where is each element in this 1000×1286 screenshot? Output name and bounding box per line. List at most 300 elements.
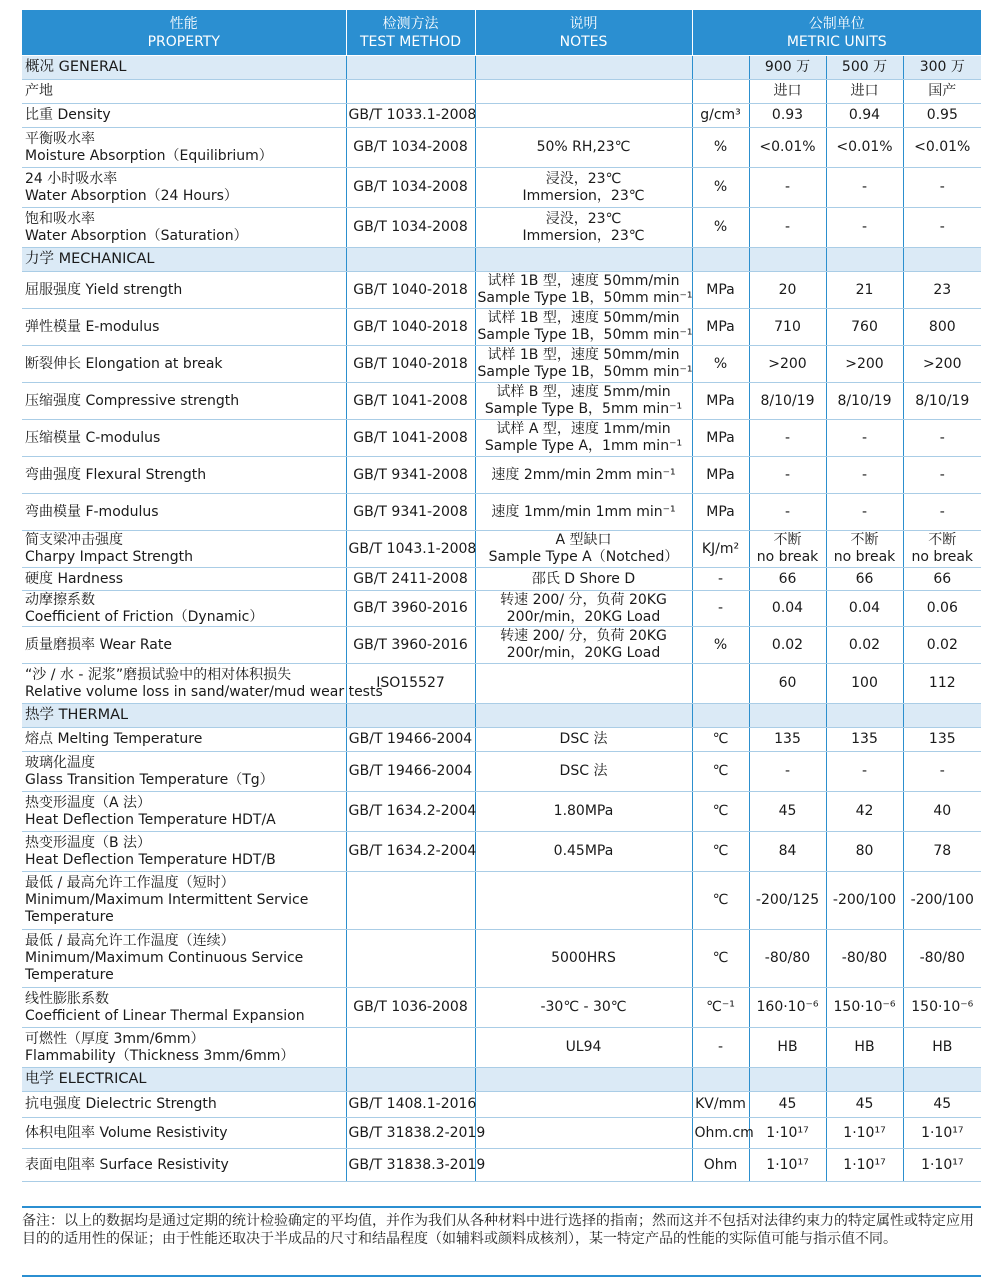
value: 0.02 bbox=[826, 627, 903, 664]
value: >200 bbox=[826, 346, 903, 383]
test-method: GB/T 31838.2-2019 bbox=[346, 1118, 475, 1149]
property-name bbox=[22, 346, 346, 383]
value: 60 bbox=[749, 664, 826, 704]
notes bbox=[475, 494, 692, 531]
table-row bbox=[22, 346, 981, 383]
cell-line: 可燃性（厚度 3mm/6mm） bbox=[25, 1030, 205, 1047]
value: 66 bbox=[826, 568, 903, 591]
value: - bbox=[903, 168, 981, 208]
test-method: GB/T 1033.1-2008 bbox=[346, 104, 475, 128]
value: 0.04 bbox=[749, 591, 826, 627]
notes bbox=[475, 872, 692, 930]
unit: % bbox=[692, 627, 749, 664]
header-test-method: 检测方法 TEST METHOD bbox=[346, 10, 475, 56]
value: 0.02 bbox=[903, 627, 981, 664]
section-filler bbox=[475, 1068, 692, 1092]
section-filler bbox=[346, 1068, 475, 1092]
table-header bbox=[22, 10, 981, 56]
test-method: GB/T 1041-2008 bbox=[346, 383, 475, 420]
table-row bbox=[22, 272, 981, 309]
cell-line: Moisture Absorption（Equilibrium） bbox=[25, 147, 273, 164]
value: 8/10/19 bbox=[903, 383, 981, 420]
property-name bbox=[22, 728, 346, 752]
cell-line: 屈服强度 Yield strength bbox=[25, 281, 183, 298]
test-method: GB/T 1034-2008 bbox=[346, 168, 475, 208]
section-title: 热学 THERMAL bbox=[22, 704, 346, 728]
section-filler bbox=[346, 56, 475, 80]
notes bbox=[475, 531, 692, 568]
value: 不断 no break bbox=[826, 531, 903, 568]
table-row bbox=[22, 457, 981, 494]
value: 40 bbox=[903, 792, 981, 832]
notes bbox=[475, 752, 692, 792]
notes bbox=[475, 104, 692, 128]
unit: MPa bbox=[692, 420, 749, 457]
test-method: GB/T 1034-2008 bbox=[346, 208, 475, 248]
cell-line: 弯曲模量 F-modulus bbox=[25, 503, 159, 520]
value: 0.95 bbox=[903, 104, 981, 128]
cell-line: 试样 B 型，速度 5mm/min bbox=[496, 384, 671, 400]
section-filler bbox=[692, 1068, 749, 1092]
unit: % bbox=[692, 168, 749, 208]
footnote: 备注：以上的数据均是通过定期的统计检验确定的平均值，并作为我们从各种材料中进行选择的指南；然而这并不包括对法律约束力的特定属性或特定应用目的的适用性的保证；由于性能还取决于半成品的尺寸和结晶程度（如辅料或颜料成核剂），某一特定产品的性能的实际值可能与指示值不同。 bbox=[22, 1213, 974, 1247]
unit: ℃⁻¹ bbox=[692, 988, 749, 1028]
test-method: GB/T 19466-2004 bbox=[346, 728, 475, 752]
section-row bbox=[22, 704, 981, 728]
property-name bbox=[22, 208, 346, 248]
value: - bbox=[903, 494, 981, 531]
value: 1·10¹⁷ bbox=[903, 1149, 981, 1182]
cell-line: 50% RH,23℃ bbox=[536, 139, 631, 155]
table-row bbox=[22, 752, 981, 792]
value: - bbox=[903, 752, 981, 792]
cell-line: “沙 / 水 - 泥浆”磨损试验中的相对体积损失 bbox=[25, 666, 292, 683]
value: 78 bbox=[903, 832, 981, 872]
cell-line: 弹性模量 E-modulus bbox=[25, 318, 160, 335]
notes bbox=[475, 664, 692, 704]
value: 1·10¹⁷ bbox=[826, 1118, 903, 1149]
unit: KJ/m² bbox=[692, 531, 749, 568]
notes bbox=[475, 272, 692, 309]
value: 0.02 bbox=[749, 627, 826, 664]
property-name bbox=[22, 1118, 346, 1149]
unit: ℃ bbox=[692, 872, 749, 930]
property-name bbox=[22, 383, 346, 420]
property-name bbox=[22, 128, 346, 168]
cell-line: Relative volume loss in sand/water/mud wear tests bbox=[25, 683, 383, 700]
value: - bbox=[749, 420, 826, 457]
cell-line: 试样 A 型，速度 1mm/min bbox=[496, 421, 671, 437]
test-method: GB/T 1040-2018 bbox=[346, 272, 475, 309]
section-row bbox=[22, 1068, 981, 1092]
value: 135 bbox=[903, 728, 981, 752]
grade-header: 300 万 bbox=[903, 56, 981, 80]
test-method: GB/T 1041-2008 bbox=[346, 420, 475, 457]
section-row bbox=[22, 248, 981, 272]
test-method bbox=[346, 872, 475, 930]
value: 45 bbox=[826, 1092, 903, 1118]
header-property: 性能 PROPERTY bbox=[22, 10, 346, 56]
section-filler bbox=[475, 248, 692, 272]
section-filler bbox=[475, 704, 692, 728]
notes bbox=[475, 627, 692, 664]
section-title: 概况 GENERAL bbox=[22, 56, 346, 80]
value: 135 bbox=[826, 728, 903, 752]
unit: % bbox=[692, 346, 749, 383]
cell-line: Sample Type B，5mm min⁻¹ bbox=[484, 401, 683, 417]
value: 1·10¹⁷ bbox=[749, 1149, 826, 1182]
cell-line: 最低 / 最高允许工作温度（短时） bbox=[25, 875, 235, 891]
value: <0.01% bbox=[749, 128, 826, 168]
cell-line: DSC 法 bbox=[559, 731, 608, 747]
section-filler bbox=[749, 704, 826, 728]
value: - bbox=[826, 168, 903, 208]
property-name bbox=[22, 272, 346, 309]
footnote-top-rule bbox=[22, 1206, 981, 1208]
cell-line: 压缩强度 Compressive strength bbox=[25, 392, 240, 409]
test-method: GB/T 3960-2016 bbox=[346, 591, 475, 627]
value: - bbox=[826, 420, 903, 457]
notes bbox=[475, 832, 692, 872]
cell-line: Immersion，23℃ bbox=[522, 187, 645, 204]
property-name bbox=[22, 627, 346, 664]
property-table bbox=[22, 10, 981, 1182]
table-row bbox=[22, 728, 981, 752]
section-filler bbox=[692, 248, 749, 272]
cell-line: 浸没，23℃ bbox=[545, 210, 622, 227]
cell-line: 速度 1mm/min 1mm min⁻¹ bbox=[491, 503, 676, 520]
section-filler bbox=[826, 1068, 903, 1092]
unit: % bbox=[692, 128, 749, 168]
value: HB bbox=[749, 1028, 826, 1068]
value: HB bbox=[826, 1028, 903, 1068]
unit: - bbox=[692, 591, 749, 627]
value: 66 bbox=[749, 568, 826, 591]
test-method: GB/T 19466-2004 bbox=[346, 752, 475, 792]
value: 84 bbox=[749, 832, 826, 872]
cell-line: Sample Type A（Notched） bbox=[488, 549, 679, 565]
value: 0.94 bbox=[826, 104, 903, 128]
notes bbox=[475, 1149, 692, 1182]
table-row bbox=[22, 168, 981, 208]
test-method: GB/T 9341-2008 bbox=[346, 494, 475, 531]
property-name bbox=[22, 752, 346, 792]
property-name bbox=[22, 792, 346, 832]
table-row bbox=[22, 930, 981, 988]
test-method: GB/T 2411-2008 bbox=[346, 568, 475, 591]
value: 23 bbox=[903, 272, 981, 309]
value: - bbox=[749, 208, 826, 248]
header-notes: 说明 NOTES bbox=[475, 10, 692, 56]
value: HB bbox=[903, 1028, 981, 1068]
unit: ℃ bbox=[692, 728, 749, 752]
cell-line: -30℃ - 30℃ bbox=[540, 999, 627, 1015]
value: 160·10⁻⁶ bbox=[749, 988, 826, 1028]
test-method: GB/T 9341-2008 bbox=[346, 457, 475, 494]
cell-line: 5000HRS bbox=[551, 950, 616, 966]
property-name bbox=[22, 664, 383, 704]
cell-line: Immersion，23℃ bbox=[522, 227, 645, 244]
value: 8/10/19 bbox=[749, 383, 826, 420]
grade-header: 500 万 bbox=[826, 56, 903, 80]
table-row bbox=[22, 627, 981, 664]
value: -80/80 bbox=[903, 930, 981, 988]
test-method: GB/T 1043.1-2008 bbox=[346, 531, 475, 568]
value: 1·10¹⁷ bbox=[749, 1118, 826, 1149]
cell-line: 饱和吸水率 bbox=[25, 210, 95, 227]
origin-value: 进口 bbox=[749, 80, 826, 104]
value: 0.93 bbox=[749, 104, 826, 128]
cell-line: 质量磨损率 Wear Rate bbox=[25, 636, 172, 653]
cell-line: Heat Deflection Temperature HDT/B bbox=[25, 851, 276, 868]
value: 1·10¹⁷ bbox=[826, 1149, 903, 1182]
value: 800 bbox=[903, 309, 981, 346]
unit: ℃ bbox=[692, 832, 749, 872]
value: -200/100 bbox=[826, 872, 903, 930]
value: 100 bbox=[826, 664, 903, 704]
notes bbox=[475, 309, 692, 346]
cell-line: 试样 1B 型，速度 50mm/min bbox=[487, 347, 680, 363]
value: - bbox=[826, 208, 903, 248]
cell-line: Water Absorption（24 Hours） bbox=[25, 187, 238, 204]
section-filler bbox=[903, 248, 981, 272]
value: 710 bbox=[749, 309, 826, 346]
table-row bbox=[22, 591, 981, 627]
cell-line: Water Absorption（Saturation） bbox=[25, 227, 248, 244]
value: 135 bbox=[749, 728, 826, 752]
value: - bbox=[903, 208, 981, 248]
property-name bbox=[22, 457, 346, 494]
property-name bbox=[22, 104, 346, 128]
value: 42 bbox=[826, 792, 903, 832]
test-method: ISO15527 bbox=[346, 664, 475, 704]
value: 80 bbox=[826, 832, 903, 872]
origin-filler bbox=[692, 80, 749, 104]
table-row bbox=[22, 420, 981, 457]
value: 0.04 bbox=[826, 591, 903, 627]
table-row bbox=[22, 1149, 981, 1182]
value: 150·10⁻⁶ bbox=[826, 988, 903, 1028]
notes bbox=[475, 988, 692, 1028]
table-row bbox=[22, 104, 981, 128]
property-name bbox=[22, 531, 346, 568]
property-name bbox=[22, 309, 346, 346]
cell-line: 速度 2mm/min 2mm min⁻¹ bbox=[491, 466, 676, 483]
value: >200 bbox=[749, 346, 826, 383]
origin-filler bbox=[475, 80, 692, 104]
header-metric-units: 公制单位 METRIC UNITS bbox=[692, 10, 981, 56]
value: >200 bbox=[903, 346, 981, 383]
unit bbox=[692, 664, 749, 704]
value: -200/125 bbox=[749, 872, 826, 930]
table-row bbox=[22, 531, 981, 568]
cell-line: 转速 200/ 分，负荷 20KG bbox=[500, 591, 667, 608]
table-body bbox=[22, 56, 981, 1182]
cell-line: Sample Type 1B，50mm min⁻¹ bbox=[477, 364, 693, 380]
cell-line: Minimum/Maximum Intermittent Service bbox=[25, 892, 309, 908]
table-row bbox=[22, 128, 981, 168]
test-method: GB/T 1408.1-2016 bbox=[346, 1092, 475, 1118]
cell-line: 玻璃化温度 bbox=[25, 754, 95, 771]
cell-line: UL94 bbox=[565, 1039, 602, 1055]
origin-value: 国产 bbox=[903, 80, 981, 104]
notes bbox=[475, 128, 692, 168]
test-method: GB/T 1634.2-2004 bbox=[346, 832, 475, 872]
cell-line: 熔点 Melting Temperature bbox=[25, 731, 203, 747]
cell-line: Sample Type A，1mm min⁻¹ bbox=[484, 438, 683, 454]
value: -200/100 bbox=[903, 872, 981, 930]
section-filler bbox=[475, 56, 692, 80]
cell-line: Flammability（Thickness 3mm/6mm） bbox=[25, 1047, 295, 1064]
test-method: GB/T 31838.3-2019 bbox=[346, 1149, 475, 1182]
test-method: GB/T 3960-2016 bbox=[346, 627, 475, 664]
value: - bbox=[749, 752, 826, 792]
unit: MPa bbox=[692, 457, 749, 494]
property-name bbox=[22, 930, 346, 988]
cell-line: Temperature bbox=[25, 967, 114, 983]
cell-line: 断裂伸长 Elongation at break bbox=[25, 355, 223, 372]
cell-line: 弯曲强度 Flexural Strength bbox=[25, 466, 207, 483]
section-filler bbox=[826, 704, 903, 728]
cell-line: Heat Deflection Temperature HDT/A bbox=[25, 811, 276, 828]
section-title: 力学 MECHANICAL bbox=[22, 248, 346, 272]
test-method bbox=[346, 930, 475, 988]
notes bbox=[475, 420, 692, 457]
value: 45 bbox=[749, 792, 826, 832]
cell-line: 简支梁冲击强度 bbox=[25, 532, 123, 548]
value: - bbox=[903, 457, 981, 494]
cell-line: 硬度 Hardness bbox=[25, 570, 124, 587]
value: - bbox=[749, 494, 826, 531]
cell-line: Charpy Impact Strength bbox=[25, 549, 194, 565]
unit: MPa bbox=[692, 383, 749, 420]
notes bbox=[475, 1028, 692, 1068]
value: 20 bbox=[749, 272, 826, 309]
cell-line: 压缩模量 C-modulus bbox=[25, 429, 161, 446]
section-row bbox=[22, 56, 981, 80]
section-filler bbox=[346, 248, 475, 272]
cell-line: 0.45MPa bbox=[553, 843, 614, 859]
cell-line: 体积电阻率 Volume Resistivity bbox=[25, 1124, 228, 1141]
cell-line: 线性膨胀系数 bbox=[25, 990, 109, 1007]
table-row bbox=[22, 988, 981, 1028]
property-name bbox=[22, 1092, 346, 1118]
section-filler bbox=[692, 56, 749, 80]
test-method: GB/T 1040-2018 bbox=[346, 309, 475, 346]
property-name bbox=[22, 568, 346, 591]
section-filler bbox=[749, 248, 826, 272]
unit: MPa bbox=[692, 309, 749, 346]
value: 45 bbox=[903, 1092, 981, 1118]
test-method: GB/T 1036-2008 bbox=[346, 988, 475, 1028]
property-name bbox=[22, 420, 346, 457]
cell-line: 转速 200/ 分，负荷 20KG bbox=[500, 628, 667, 644]
cell-line: 浸没，23℃ bbox=[545, 170, 622, 187]
cell-line: 200r/min，20KG Load bbox=[506, 645, 661, 661]
section-filler bbox=[749, 1068, 826, 1092]
cell-line: 平衡吸水率 bbox=[25, 130, 95, 147]
cell-line: 表面电阻率 Surface Resistivity bbox=[25, 1156, 229, 1173]
test-method: GB/T 1634.2-2004 bbox=[346, 792, 475, 832]
origin-label: 产地 bbox=[22, 80, 346, 104]
table-row bbox=[22, 872, 981, 930]
notes bbox=[475, 457, 692, 494]
value: 45 bbox=[749, 1092, 826, 1118]
property-name bbox=[22, 1028, 346, 1068]
value: -80/80 bbox=[749, 930, 826, 988]
cell-line: Coefficient of Linear Thermal Expansion bbox=[25, 1007, 305, 1024]
value: 150·10⁻⁶ bbox=[903, 988, 981, 1028]
cell-line: Glass Transition Temperature（Tg） bbox=[25, 771, 274, 788]
unit: - bbox=[692, 568, 749, 591]
cell-line: Temperature bbox=[25, 909, 114, 925]
table-row bbox=[22, 664, 981, 704]
table-row bbox=[22, 383, 981, 420]
table-row bbox=[22, 494, 981, 531]
section-filler bbox=[692, 704, 749, 728]
cell-line: 热变形温度（A 法） bbox=[25, 794, 152, 811]
value: -80/80 bbox=[826, 930, 903, 988]
cell-line: 比重 Density bbox=[25, 107, 111, 123]
unit: ℃ bbox=[692, 792, 749, 832]
cell-line: 动摩擦系数 bbox=[25, 591, 95, 608]
property-name bbox=[22, 168, 346, 208]
cell-line: 试样 1B 型，速度 50mm/min bbox=[487, 273, 680, 289]
section-title: 电学 ELECTRICAL bbox=[22, 1068, 346, 1092]
notes bbox=[475, 383, 692, 420]
table-row bbox=[22, 1092, 981, 1118]
value: 112 bbox=[903, 664, 981, 704]
notes bbox=[475, 591, 692, 627]
notes bbox=[475, 346, 692, 383]
table-row bbox=[22, 792, 981, 832]
section-filler bbox=[346, 704, 475, 728]
property-name bbox=[22, 1149, 346, 1182]
value: <0.01% bbox=[903, 128, 981, 168]
test-method bbox=[346, 1028, 475, 1068]
value: 不断 no break bbox=[903, 531, 981, 568]
value: <0.01% bbox=[826, 128, 903, 168]
cell-line: Coefficient of Friction（Dynamic） bbox=[25, 608, 264, 625]
value: - bbox=[903, 420, 981, 457]
notes bbox=[475, 168, 692, 208]
section-filler bbox=[903, 704, 981, 728]
section-filler bbox=[903, 1068, 981, 1092]
property-name bbox=[22, 494, 346, 531]
notes bbox=[475, 1118, 692, 1149]
cell-line: 1.80MPa bbox=[553, 803, 614, 819]
cell-line: 试样 1B 型，速度 50mm/min bbox=[487, 310, 680, 326]
unit: ℃ bbox=[692, 752, 749, 792]
value: 66 bbox=[903, 568, 981, 591]
property-name bbox=[22, 591, 346, 627]
table-row bbox=[22, 208, 981, 248]
table-row bbox=[22, 1118, 981, 1149]
value: 8/10/19 bbox=[826, 383, 903, 420]
notes bbox=[475, 930, 692, 988]
cell-line: 24 小时吸水率 bbox=[25, 170, 118, 187]
cell-line: Minimum/Maximum Continuous Service bbox=[25, 950, 304, 966]
cell-line: DSC 法 bbox=[559, 763, 608, 779]
unit: MPa bbox=[692, 494, 749, 531]
cell-line: 热变形温度（B 法） bbox=[25, 834, 152, 851]
section-filler bbox=[826, 248, 903, 272]
notes bbox=[475, 208, 692, 248]
property-name bbox=[22, 872, 346, 930]
value: - bbox=[826, 752, 903, 792]
unit: g/cm³ bbox=[692, 104, 749, 128]
cell-line: A 型缺口 bbox=[555, 532, 612, 548]
